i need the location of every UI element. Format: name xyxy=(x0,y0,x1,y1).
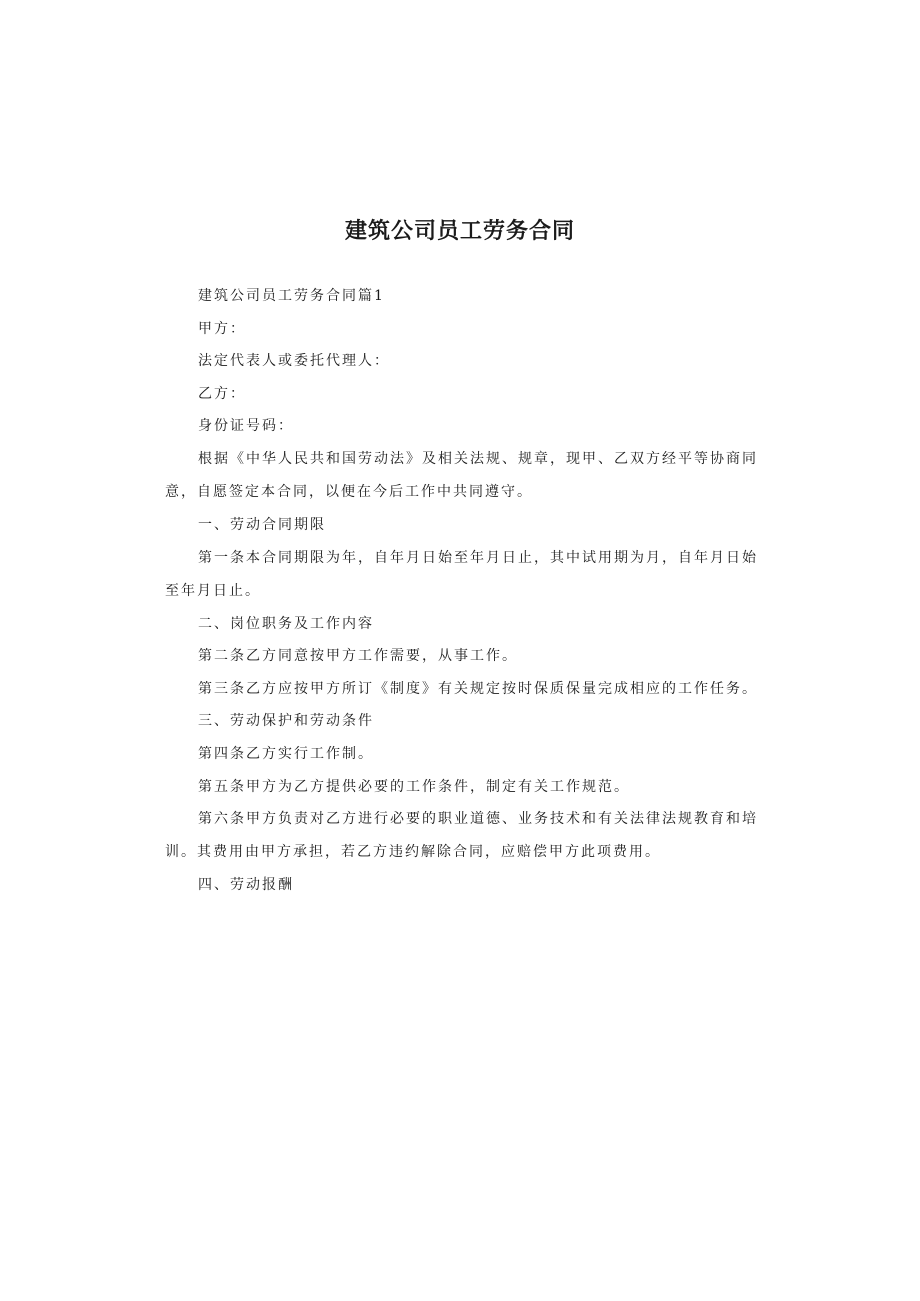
paragraph-party-a: 甲方： xyxy=(198,320,246,337)
paragraph-section-heading: 建筑公司员工劳务合同篇1 xyxy=(198,288,385,304)
paragraph-article-1: 第一条本合同期限为年，自年月日始至年月日止，其中试用期为月，自年月日始至年月日止。 xyxy=(165,549,758,599)
paragraph-article-6: 第六条甲方负责对乙方进行必要的职业道德、业务技术和有关法律法规教育和培训。其费用由甲方承担，若乙方违约解除合同，应赔偿甲方此项费用。 xyxy=(165,811,758,861)
document-body xyxy=(165,280,765,902)
paragraph-party-b: 乙方： xyxy=(198,385,246,402)
paragraph-legal-representative: 法定代表人或委托代理人： xyxy=(198,353,390,370)
paragraph-id-number: 身份证号码： xyxy=(198,418,294,435)
paragraph-article-2: 第二条乙方同意按甲方工作需要，从事工作。 xyxy=(198,648,518,665)
document-title: 建筑公司员工劳务合同 xyxy=(344,219,575,244)
paragraph-heading-remuneration: 四、劳动报酬 xyxy=(198,877,294,894)
paragraph-heading-job-duties: 二、岗位职务及工作内容 xyxy=(198,615,374,632)
paragraph-article-5: 第五条甲方为乙方提供必要的工作条件，制定有关工作规范。 xyxy=(198,778,630,795)
paragraph-article-3: 第三条乙方应按甲方所订《制度》有关规定按时保质保量完成相应的工作任务。 xyxy=(198,680,758,697)
paragraph-article-4: 第四条乙方实行工作制。 xyxy=(198,745,374,762)
paragraph-heading-labor-protection: 三、劳动保护和劳动条件 xyxy=(198,713,374,730)
paragraph-preamble: 根据《中华人民共和国劳动法》及相关法规、规章，现甲、乙双方经平等协商同意，自愿签定本合同，以便在今后工作中共同遵守。 xyxy=(165,450,758,500)
paragraph-heading-contract-term: 一、劳动合同期限 xyxy=(198,516,326,533)
